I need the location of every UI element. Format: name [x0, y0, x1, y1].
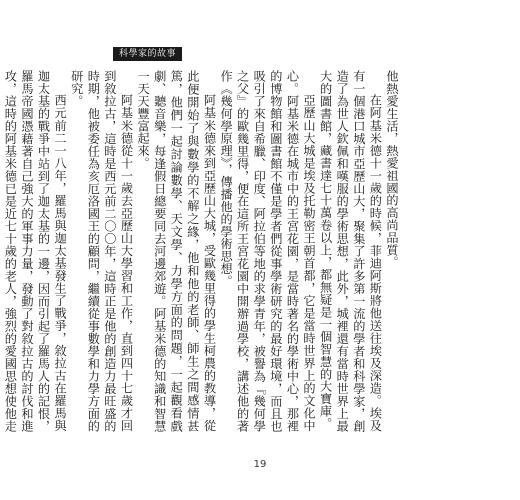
paragraph: 亞歷山大城是埃及托勒密王朝首都，它是當時世界上的文化中心。阿基米德在城市中的王宮花園，是當時著名的學術中心，那裡的博物館和圖書館不僅是學者們從事學術研究的最好環境，而且也吸引了來自希臘、印度、阿拉伯等地的求學青年，被譽為『幾何學之父』的歐幾里得，便在這所王宮花園中開辦過學校，講述他的著作《幾何學原理》，傳播他的學術思想。: [219, 70, 317, 432]
paragraph: 他熱愛生活，熱愛祖國的高尚品質。: [385, 70, 399, 269]
chapter-header-tag: 科學家的故事: [113, 47, 182, 61]
paragraph: 阿基米德來到亞歷山大城，受歐幾里得的學生柯農的教導，從此便開始了與數學的不解之緣，他和他的老師、師生之間感情甚篤，他們一起討論數學、天文學、力學方面的問題，一起觀看戲劇、聽音樂，每逢假日總要同去河邊郊遊。阿基米德的知識和智慧一天天豐富起來。: [136, 70, 217, 432]
paragraph: 阿基米德從十一歲去亞歷山大學習和工作，直到四十七歲才回到敘拉古，這時是西元前二〇〇年，這時正是他的創造力最旺盛的時期，他被委任為亥厄洛國王的顧問，繼續從事數學和力學方面的研究。: [69, 70, 134, 432]
body-text: [0, 70, 400, 432]
paragraph: 西元前二一八年，羅馬與迦太基發生了戰爭，敘拉古在羅馬與迦太基的戰爭中站到了迦太基的一邊，因而引起了羅馬人的記恨，羅馬帝國憑藉著自己強大的軍事力量，發動了對敘拉古的討伐和進攻，這時的阿基米德已是近七十歲的老人，強烈的愛國思想使他走: [3, 70, 68, 432]
paragraph: 在阿基米德十一歲的時候，菲迪阿斯將他送往埃及深造。埃及有一個港口城市亞歷山大，聚集了許多第一流的學者和科學家，創造了為世人欽佩和嘆服的學術思想，此外，城裡還有當時世界上最大的圖書館，藏書達七十萬卷以上，都無疑是一個智慧的大寶庫。: [318, 70, 383, 432]
page-number: 19: [253, 459, 267, 470]
